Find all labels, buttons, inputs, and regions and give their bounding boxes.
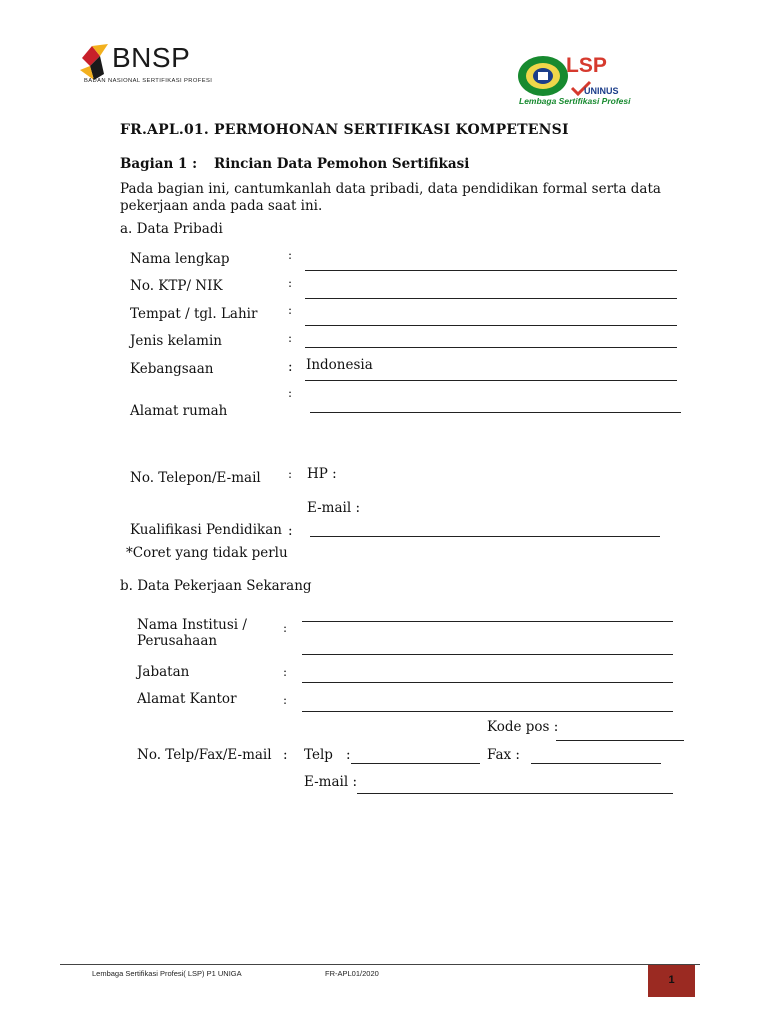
bnsp-logo: [78, 40, 238, 90]
lsp-wordmark: LSP: [566, 54, 607, 77]
nama-colon: :: [288, 248, 293, 262]
page-number: 1: [668, 974, 675, 986]
lsp-uninus-text: UNINUS: [584, 86, 619, 96]
jk-label: Jenis kelamin: [130, 333, 222, 349]
footer-divider: [60, 964, 700, 965]
personal-email-label: E-mail :: [307, 500, 360, 516]
work-email-label: E-mail :: [304, 774, 357, 790]
nama-field[interactable]: [305, 270, 677, 271]
work-email-field[interactable]: [357, 793, 673, 794]
intro-text: Pada bagian ini, cantumkanlah data pribadi, data pendidikan formal serta data pekerjaan anda pada saat ini.: [120, 181, 661, 214]
alamat-kantor-colon: :: [283, 693, 288, 707]
institusi-colon: :: [283, 621, 288, 635]
institusi-field-2[interactable]: [302, 654, 673, 655]
nama-label: Nama lengkap: [130, 251, 230, 267]
personal-heading: a. Data Pribadi: [120, 221, 223, 237]
telp-fax-colon: :: [283, 747, 288, 763]
fax-field[interactable]: [531, 763, 661, 764]
ktp-colon: :: [288, 276, 293, 290]
telepon-label: No. Telepon/E-mail: [130, 470, 261, 486]
kebangsaan-colon: :: [288, 359, 293, 375]
pendidikan-label: Kualifikasi Pendidikan: [130, 522, 282, 538]
jabatan-label: Jabatan: [137, 664, 190, 680]
lsp-subtitle: Lembaga Sertifikasi Profesi: [519, 96, 631, 106]
telp-field[interactable]: [351, 763, 480, 764]
page-number-box: [648, 965, 695, 997]
jabatan-colon: :: [283, 665, 288, 679]
ttl-field[interactable]: [305, 325, 677, 326]
institusi-field-1[interactable]: [302, 621, 673, 622]
hp-label: HP :: [307, 466, 337, 482]
telp-fax-label: No. Telp/Fax/E-mail: [137, 747, 272, 763]
ttl-label: Tempat / tgl. Lahir: [130, 306, 258, 322]
lsp-uninus-logo: [516, 54, 648, 110]
ttl-colon: :: [288, 303, 293, 317]
kodepos-field[interactable]: [556, 740, 684, 741]
telp-colon: :: [346, 747, 351, 763]
footer-form-code: FR-APL01/2020: [325, 969, 379, 978]
kodepos-label: Kode pos :: [487, 719, 559, 735]
fax-label: Fax :: [487, 747, 520, 763]
section-title: [120, 156, 469, 172]
jabatan-field[interactable]: [302, 682, 673, 683]
bnsp-subtitle: BADAN NASIONAL SERTIFIKASI PROFESI: [84, 78, 213, 84]
bnsp-wordmark: BNSP: [112, 42, 191, 73]
coret-note: *Coret yang tidak perlu: [126, 545, 288, 561]
alamat-label: Alamat rumah: [130, 403, 228, 419]
institusi-label-line2: Perusahaan: [137, 633, 218, 649]
telp-label: Telp: [304, 747, 333, 763]
telepon-colon: :: [288, 467, 293, 481]
alamat-kantor-label: Alamat Kantor: [137, 691, 237, 707]
jk-colon: :: [288, 331, 293, 345]
alamat-field[interactable]: [310, 412, 681, 413]
kebangsaan-value: Indonesia: [306, 357, 373, 373]
uninus-seal-icon: [516, 54, 570, 98]
section-label: Bagian 1 :: [120, 156, 198, 172]
alamat-kantor-field[interactable]: [302, 711, 673, 712]
footer-institution: Lembaga Sertifikasi Profesi( LSP) P1 UNIGA: [92, 969, 242, 978]
institusi-label-line1: Nama Institusi /: [137, 617, 247, 633]
ktp-field[interactable]: [305, 298, 677, 299]
jk-field[interactable]: [305, 347, 677, 348]
pendidikan-field[interactable]: [310, 536, 660, 537]
ktp-label: No. KTP/ NIK: [130, 278, 223, 294]
pendidikan-colon: :: [288, 523, 293, 539]
alamat-colon: :: [288, 386, 293, 400]
work-heading: b. Data Pekerjaan Sekarang: [120, 578, 312, 594]
section-heading: Rincian Data Pemohon Sertifikasi: [214, 156, 470, 172]
document-title: FR.APL.01. PERMOHONAN SERTIFIKASI KOMPETENSI: [120, 122, 569, 138]
kebangsaan-label: Kebangsaan: [130, 361, 214, 377]
kebangsaan-field[interactable]: [305, 380, 677, 381]
